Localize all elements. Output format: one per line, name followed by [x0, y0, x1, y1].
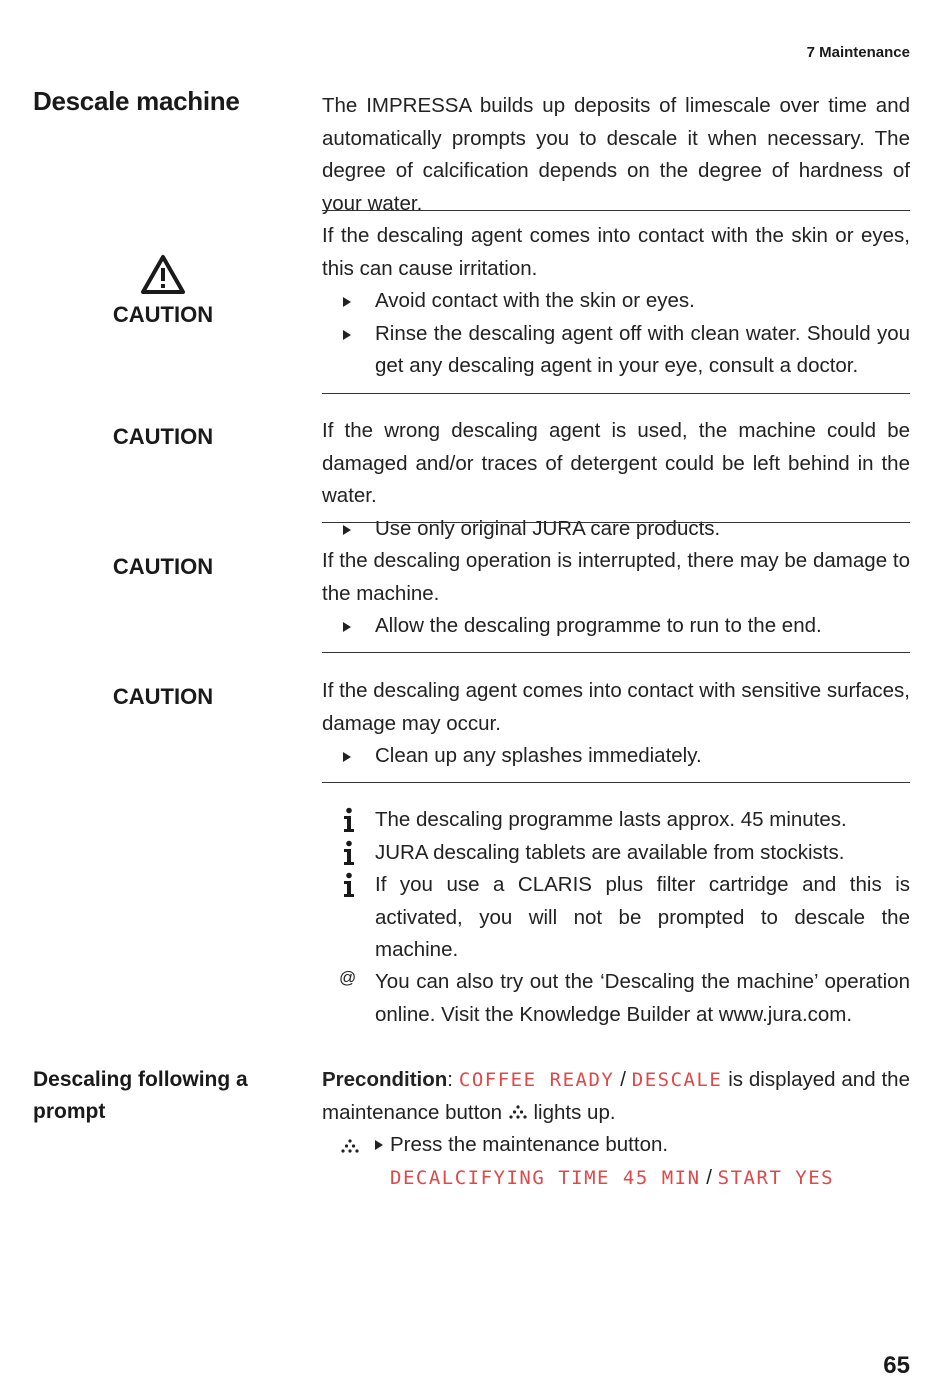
chapter-header: 7 Maintenance	[806, 44, 910, 61]
caution-text: If the descaling operation is interrupted, there may be damage to the machine.	[322, 549, 910, 605]
divider	[322, 210, 910, 211]
list-item	[322, 740, 910, 773]
divider	[322, 782, 910, 783]
subsection-title: Descaling following a prompt	[33, 1068, 248, 1123]
info-notes	[322, 804, 910, 967]
display-decalcifying-time: DECALCIFYING TIME 45 MIN	[390, 1167, 701, 1189]
info-icon	[341, 807, 357, 833]
bullet-text: Avoid contact with the skin or eyes.	[375, 289, 695, 312]
caution-block	[322, 675, 910, 773]
info-note	[322, 869, 910, 967]
caution-block	[322, 220, 910, 383]
list-item	[322, 610, 910, 643]
divider	[322, 522, 910, 523]
list-item	[322, 318, 910, 383]
maintenance-icon	[508, 1104, 528, 1120]
caution-text: If the descaling agent comes into contact with the skin or eyes, this can cause irritation.	[322, 224, 910, 280]
bullet-text: Rinse the descaling agent off with clean water. Should you get any descaling agent in your eye, consult a doctor.	[375, 321, 910, 377]
caution-label: CAUTION	[112, 554, 214, 579]
warning-triangle-icon	[140, 254, 186, 296]
info-note	[322, 837, 910, 870]
bullet-triangle-icon	[375, 1140, 383, 1150]
colon: :	[447, 1068, 453, 1091]
at-icon: @	[339, 968, 357, 987]
info-text: JURA descaling tablets are available from stockists.	[375, 840, 845, 864]
caution-text: If the descaling agent comes into contact with sensitive surfaces, damage may occur.	[322, 679, 910, 735]
info-icon	[341, 840, 357, 866]
bullet-text: Use only original JURA care products.	[375, 516, 721, 540]
info-icon	[341, 872, 357, 898]
caution-block	[322, 545, 910, 643]
display-descale: DESCALE	[631, 1069, 723, 1091]
display-coffee-ready: COFFEE READY	[458, 1069, 615, 1091]
maintenance-icon	[340, 1138, 360, 1154]
info-note	[322, 804, 910, 837]
caution-text: If the wrong descaling agent is used, the machine could be damaged and/or traces of detergent could be left behind in the water.	[322, 419, 910, 507]
bullet-triangle-icon	[343, 622, 351, 632]
page-number: 65	[883, 1352, 910, 1379]
bullet-triangle-icon	[343, 330, 351, 340]
precondition-text-end: lights up.	[533, 1100, 616, 1124]
bullet-triangle-icon	[343, 297, 351, 307]
list-item	[322, 285, 910, 318]
precondition-paragraph	[322, 1064, 910, 1129]
precondition-text: is displayed and the maintenance button	[322, 1068, 910, 1124]
step-row	[338, 1129, 910, 1162]
bullet-triangle-icon	[343, 752, 351, 762]
display-separator: /	[620, 1068, 626, 1091]
bullet-text: Clean up any splashes immediately.	[375, 744, 702, 767]
result-display	[390, 1162, 910, 1195]
bullet-triangle-icon	[343, 525, 351, 535]
step-text: Press the maintenance button.	[390, 1133, 669, 1156]
divider	[322, 652, 910, 653]
info-text: The descaling programme lasts approx. 45 minutes.	[375, 808, 847, 831]
caution-block	[322, 415, 910, 545]
precondition-label: Precondition	[322, 1068, 448, 1091]
intro-paragraph: The IMPRESSA builds up deposits of limescale over time and automatically prompts you to descale it when necessary. The degree of calcification depends on the degree of hardness of your water.	[322, 94, 910, 215]
online-note-text: You can also try out the ‘Descaling the machine’ operation online. Visit the Knowledge Builder at www.jura.com.	[375, 970, 910, 1026]
divider	[322, 393, 910, 394]
online-note-row	[322, 966, 910, 1031]
section-title: Descale machine	[33, 86, 240, 116]
bullet-text: Allow the descaling programme to run to the end.	[375, 614, 822, 637]
caution-label: CAUTION	[112, 302, 214, 327]
info-text: If you use a CLARIS plus filter cartridge and this is activated, you will not be prompted to descale the machine.	[375, 873, 910, 961]
online-note	[322, 966, 910, 1031]
caution-label: CAUTION	[112, 684, 214, 709]
list-item	[322, 513, 910, 546]
caution-label: CAUTION	[112, 424, 214, 449]
display-start-yes: START YES	[717, 1167, 835, 1189]
display-separator: /	[706, 1166, 712, 1189]
